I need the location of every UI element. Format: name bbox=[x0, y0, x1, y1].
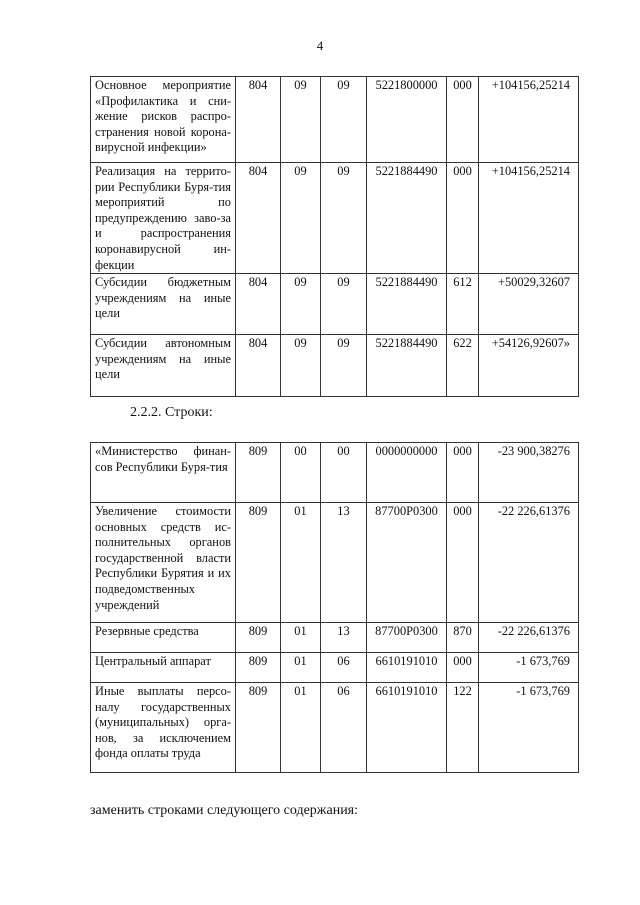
row-grbs: 809 bbox=[236, 443, 281, 503]
row-expense-type: 000 bbox=[447, 163, 479, 274]
row-target-code: 5221884490 bbox=[367, 274, 447, 335]
row-name: Основное мероприятие «Профилактика и сни-жение рисков распро-странения новой корона-вирусной инфекции» bbox=[91, 77, 236, 163]
row-target-code: 87700P0300 bbox=[367, 503, 447, 623]
row-amount: -1 673,769 bbox=[479, 653, 579, 683]
row-amount: +54126,92607» bbox=[479, 335, 579, 397]
row-name: Субсидии бюджетным учреждениям на иные цели bbox=[91, 274, 236, 335]
table-row bbox=[91, 335, 579, 397]
row-grbs: 804 bbox=[236, 335, 281, 397]
row-target-code: 5221884490 bbox=[367, 335, 447, 397]
row-target-code: 5221884490 bbox=[367, 163, 447, 274]
row-name: Резервные средства bbox=[91, 623, 236, 653]
row-amount: -23 900,38276 bbox=[479, 443, 579, 503]
row-subsection: 09 bbox=[321, 274, 367, 335]
row-amount: -22 226,61376 bbox=[479, 623, 579, 653]
table-row bbox=[91, 443, 579, 503]
row-section: 01 bbox=[281, 623, 321, 653]
page-number: 4 bbox=[316, 38, 324, 53]
section-heading: 2.2.2. Строки: bbox=[130, 405, 213, 420]
table-row bbox=[91, 274, 579, 335]
row-subsection: 13 bbox=[321, 503, 367, 623]
budget-table-new-rows bbox=[90, 442, 579, 773]
row-subsection: 09 bbox=[321, 77, 367, 163]
table-row bbox=[91, 653, 579, 683]
row-section: 09 bbox=[281, 274, 321, 335]
row-section: 09 bbox=[281, 335, 321, 397]
row-grbs: 804 bbox=[236, 163, 281, 274]
table-row bbox=[91, 163, 579, 274]
row-name: Центральный аппарат bbox=[91, 653, 236, 683]
row-amount: -22 226,61376 bbox=[479, 503, 579, 623]
row-expense-type: 622 bbox=[447, 335, 479, 397]
row-section: 01 bbox=[281, 683, 321, 773]
row-target-code: 5221800000 bbox=[367, 77, 447, 163]
row-expense-type: 000 bbox=[447, 77, 479, 163]
row-expense-type: 870 bbox=[447, 623, 479, 653]
row-target-code: 87700P0300 bbox=[367, 623, 447, 653]
row-subsection: 13 bbox=[321, 623, 367, 653]
row-section: 01 bbox=[281, 653, 321, 683]
row-target-code: 0000000000 bbox=[367, 443, 447, 503]
row-expense-type: 000 bbox=[447, 443, 479, 503]
row-name: Реализация на террито-рии Республики Буря-тия мероприятий по предупреждению заво-за и распространения коронавирусной ин-фекции bbox=[91, 163, 236, 274]
row-grbs: 809 bbox=[236, 653, 281, 683]
row-amount: -1 673,769 bbox=[479, 683, 579, 773]
row-grbs: 809 bbox=[236, 683, 281, 773]
row-target-code: 6610191010 bbox=[367, 683, 447, 773]
row-expense-type: 122 bbox=[447, 683, 479, 773]
row-grbs: 809 bbox=[236, 503, 281, 623]
row-section: 00 bbox=[281, 443, 321, 503]
row-subsection: 06 bbox=[321, 653, 367, 683]
table-row bbox=[91, 77, 579, 163]
row-subsection: 09 bbox=[321, 335, 367, 397]
row-amount: +104156,25214 bbox=[479, 163, 579, 274]
table-row bbox=[91, 503, 579, 623]
row-name: Иные выплаты персо-налу государственных (муниципальных) орга-нов, за исключением фонда оплаты труда bbox=[91, 683, 236, 773]
row-expense-type: 000 bbox=[447, 503, 479, 623]
row-expense-type: 612 bbox=[447, 274, 479, 335]
row-name: Субсидии автономным учреждениям на иные цели bbox=[91, 335, 236, 397]
budget-table-old-rows bbox=[90, 76, 579, 397]
table-row bbox=[91, 623, 579, 653]
row-name: Увеличение стоимости основных средств ис-полнительных органов государственной власти Республики Бурятия и их подведомственных учреждений bbox=[91, 503, 236, 623]
row-name: «Министерство финан-сов Республики Буря-тия bbox=[91, 443, 236, 503]
row-section: 09 bbox=[281, 77, 321, 163]
row-subsection: 09 bbox=[321, 163, 367, 274]
closing-text: заменить строками следующего содержания: bbox=[90, 803, 359, 818]
row-amount: +50029,32607 bbox=[479, 274, 579, 335]
row-subsection: 06 bbox=[321, 683, 367, 773]
table-row bbox=[91, 683, 579, 773]
row-grbs: 809 bbox=[236, 623, 281, 653]
row-grbs: 804 bbox=[236, 274, 281, 335]
row-expense-type: 000 bbox=[447, 653, 479, 683]
row-section: 01 bbox=[281, 503, 321, 623]
row-section: 09 bbox=[281, 163, 321, 274]
row-grbs: 804 bbox=[236, 77, 281, 163]
row-subsection: 00 bbox=[321, 443, 367, 503]
row-target-code: 6610191010 bbox=[367, 653, 447, 683]
row-amount: +104156,25214 bbox=[479, 77, 579, 163]
